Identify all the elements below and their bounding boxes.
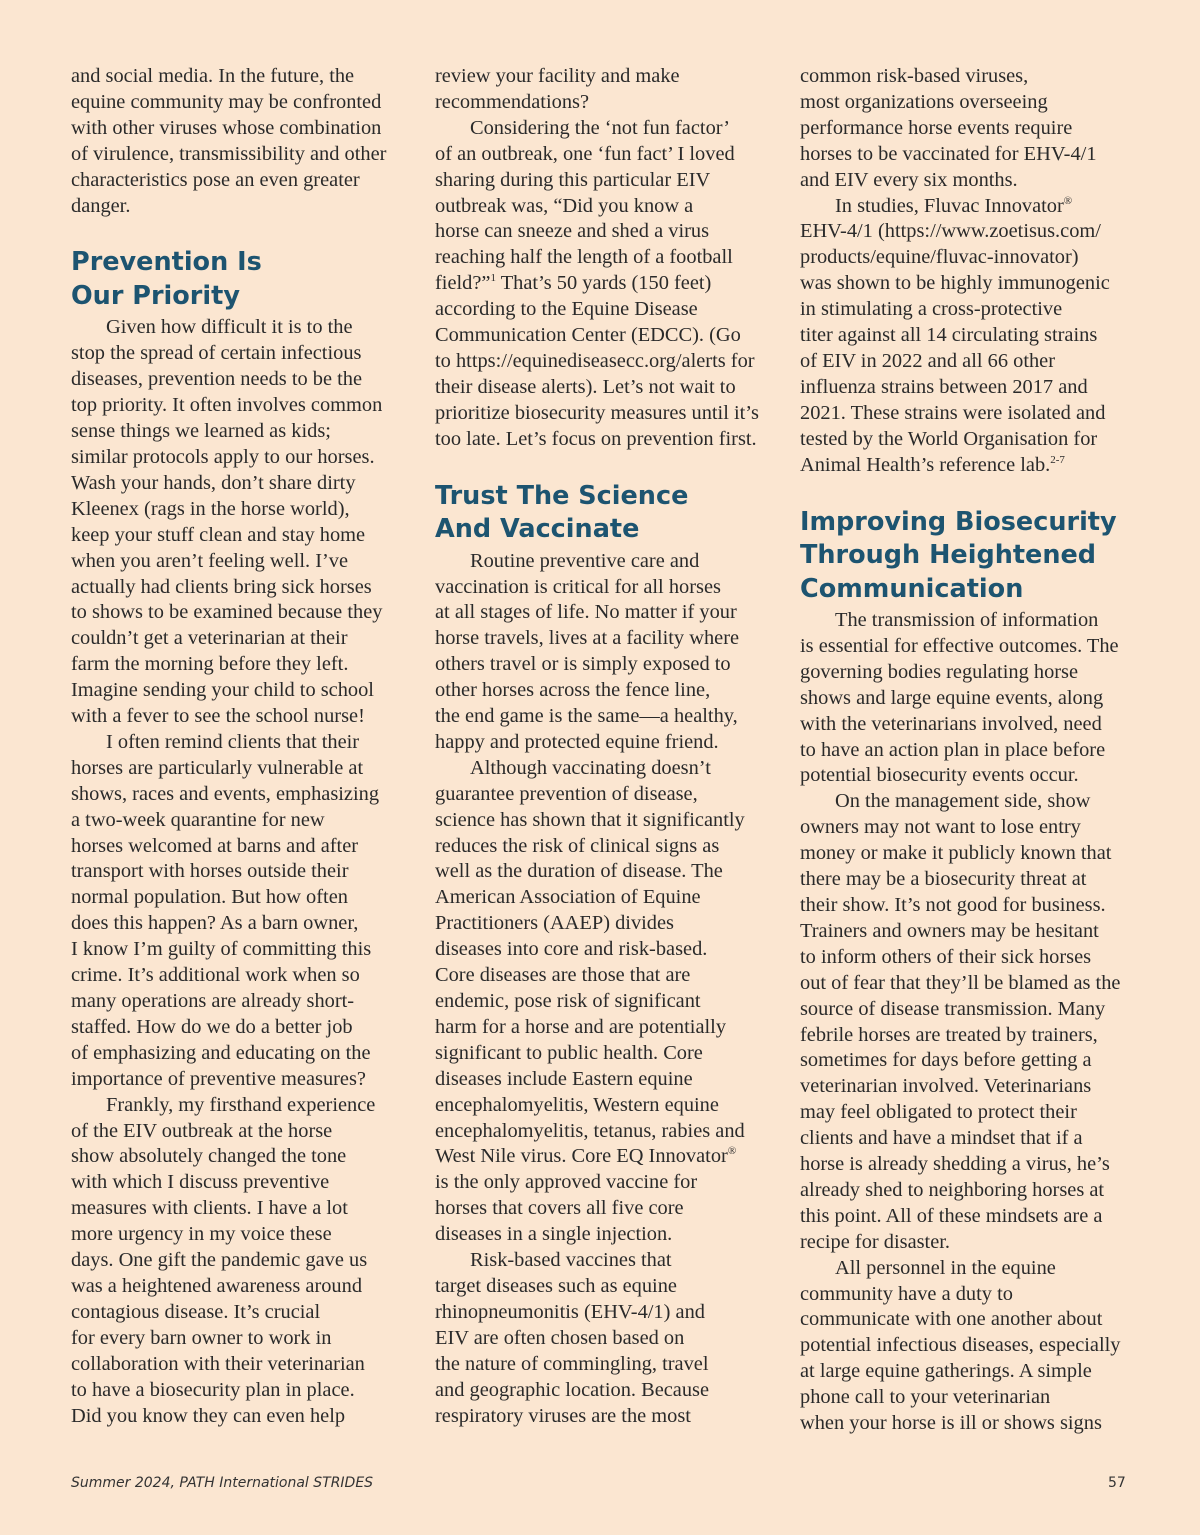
text-line: sense things we learned as kids; [71, 420, 331, 443]
text-line: community have a duty to [800, 1282, 1013, 1305]
text-line: and geographic location. Because [435, 1378, 710, 1401]
text-line: I know I’m guilty of committing this [71, 938, 372, 961]
text-line: to have an action plan in place before [800, 738, 1106, 761]
text-line: I often remind clients that their [106, 730, 360, 753]
text-line: horse travels, lives at a facility where [435, 627, 740, 650]
text-line: On the management side, show [835, 790, 1091, 813]
text-line: most organizations overseeing [800, 90, 1048, 113]
text-line: Communication Center (EDCC). (Go [435, 324, 741, 347]
registered-mark: ® [727, 1145, 737, 1158]
text-line: collaboration with their veterinarian [71, 1352, 365, 1375]
paragraph [800, 608, 1134, 789]
text-line: staffed. How do we do a better job [71, 1015, 353, 1038]
text-line: rhinopneumonitis (EHV-4/1) and [435, 1300, 705, 1323]
text-line: reduces the risk of clinical signs as [435, 834, 720, 857]
text-line: with the veterinarians involved, need [800, 712, 1102, 735]
text-line: febrile horses are treated by trainers, [800, 1023, 1098, 1046]
text-line: potential infectious diseases, especially [800, 1334, 1121, 1357]
text-line: danger. [71, 194, 131, 217]
text-line: similar protocols apply to our horses. [71, 445, 375, 468]
text-line: titer against all 14 circulating strains [800, 324, 1098, 347]
text-line: when you aren’t feeling well. I’ve [71, 549, 349, 572]
text-line: endemic, pose risk of significant [435, 990, 701, 1012]
text-line: horse can sneeze and shed a virus [435, 220, 710, 243]
text-line: encephalomyelitis, tetanus, rabies and [435, 1119, 745, 1142]
text-line: characteristics pose an even greater [71, 168, 360, 191]
text-line: phone call to your veterinarian [800, 1386, 1051, 1409]
text-line: with other viruses whose combination [71, 116, 382, 139]
text-line: recipe for disaster. [800, 1230, 951, 1253]
text-line: target diseases such as equine [435, 1274, 677, 1297]
section-heading-science [435, 480, 769, 547]
text-span: field?” [435, 272, 491, 295]
text-line: the nature of commingling, travel [435, 1352, 709, 1375]
paragraph [435, 1170, 769, 1248]
text-line: with which I discuss preventive [71, 1171, 330, 1194]
paragraph [800, 64, 1134, 194]
text-line: veterinarian involved. Veterinarians [800, 1075, 1092, 1098]
text-span: West Nile virus. Core EQ Innovator [435, 1145, 728, 1168]
text-span: That’s 50 yards (150 feet) [495, 272, 712, 295]
text-line: source of disease transmission. Many [800, 997, 1106, 1020]
paragraph [435, 64, 769, 116]
paragraph [800, 789, 1134, 1255]
article-column-3 [800, 64, 1134, 1437]
text-line: their disease alerts). Let’s not wait to [435, 375, 736, 398]
text-line: there may be a biosecurity threat at [800, 868, 1087, 891]
text-line: of virulence, transmissibility and other [71, 142, 387, 165]
text-line: this point. All of these mindsets are a [800, 1204, 1103, 1227]
text-line: was a heightened awareness around [71, 1274, 363, 1297]
text-line: contagious disease. It’s crucial [71, 1300, 321, 1323]
paragraph [435, 756, 769, 1145]
paragraph [800, 1256, 1134, 1437]
text-line: to have a biosecurity plan in place. [71, 1378, 355, 1401]
text-line: is the only approved vaccine for [435, 1171, 698, 1194]
text-line: horses to be vaccinated for EHV-4/1 [800, 142, 1097, 165]
text-line: farm the morning before they left. [71, 653, 349, 676]
paragraph [800, 219, 1134, 452]
footnote-ref: 1 [490, 272, 496, 285]
text-line: Improving Biosecurity [800, 506, 1117, 537]
text-line: well as the duration of disease. The [435, 860, 723, 883]
text-line: equine community may be confronted [71, 90, 382, 113]
text-line: measures with clients. I have a lot [71, 1197, 348, 1220]
text-line: horses are particularly vulnerable at [71, 756, 364, 779]
text-line: shows, races and events, emphasizing [71, 782, 380, 805]
text-line: outbreak was, “Did you know a [435, 194, 694, 217]
text-line: many operations are already short- [71, 990, 355, 1012]
text-line: governing bodies regulating horse [800, 660, 1079, 683]
text-line: too late. Let’s focus on prevention first. [435, 427, 757, 450]
text-span: Animal Health’s reference lab. [800, 453, 1051, 476]
text-span: In studies, Fluvac Innovator [835, 194, 1064, 217]
text-line: top priority. It often involves common [71, 394, 383, 417]
text-line: to shows to be examined because they [71, 601, 383, 624]
text-line: to inform others of their sick horses [800, 945, 1092, 968]
page-number: 57 [1108, 1475, 1126, 1491]
text-line: Our Priority [71, 280, 240, 311]
text-line: was shown to be highly immunogenic [800, 272, 1110, 295]
text-line: encephalomyelitis, Western equine [435, 1093, 719, 1116]
text-line [435, 271, 769, 297]
text-line: the end game is the same—a healthy, [435, 705, 738, 728]
text-line: is essential for effective outcomes. The [800, 634, 1119, 657]
paragraph [435, 297, 769, 452]
text-line: other horses across the fence line, [435, 679, 711, 702]
footer-issue: Summer 2024, PATH International STRIDES [71, 1475, 374, 1491]
text-line: transport with horses outside their [71, 860, 349, 883]
paragraph [71, 315, 405, 730]
text-line: EIV are often chosen based on [435, 1326, 685, 1349]
text-line: guarantee prevention of disease, [435, 782, 698, 805]
paragraph [435, 116, 769, 271]
text-line: may feel obligated to protect their [800, 1101, 1077, 1124]
text-line: of an outbreak, one ‘fun fact’ I loved [435, 142, 735, 165]
text-line: Routine preventive care and [470, 549, 700, 572]
article-column-2 [435, 64, 769, 1429]
text-line: for every barn owner to work in [71, 1326, 332, 1349]
text-line: at large equine gatherings. A simple [800, 1360, 1092, 1383]
text-line: Risk-based vaccines that [470, 1249, 672, 1272]
text-line: potential biosecurity events occur. [800, 764, 1079, 787]
text-line: performance horse events require [800, 116, 1073, 139]
text-line: couldn’t get a veterinarian at their [71, 627, 348, 650]
text-line: Core diseases are those that are [435, 964, 691, 987]
text-line: communicate with one another about [800, 1308, 1103, 1331]
text-line: The transmission of information [835, 609, 1099, 631]
text-line: Frankly, my firsthand experience [106, 1093, 376, 1116]
text-line: keep your stuff clean and stay home [71, 523, 366, 546]
section-heading-prevention [71, 246, 405, 313]
text-line: their show. It’s not good for business. [800, 893, 1106, 916]
text-line: others travel or is simply exposed to [435, 653, 731, 676]
text-line: American Association of Equine [435, 886, 701, 909]
text-line: Through Heightened [800, 540, 1097, 570]
text-line: more urgency in my voice these [71, 1223, 332, 1246]
text-line: horses welcomed at barns and after [71, 834, 359, 857]
text-line: show absolutely changed the tone [71, 1145, 347, 1168]
text-line: Wash your hands, don’t share dirty [71, 471, 356, 494]
text-line: 2021. These strains were isolated and [800, 401, 1106, 424]
text-line: influenza strains between 2017 and [800, 375, 1088, 398]
text-line: stop the spread of certain infectious [71, 342, 362, 365]
text-line: clients and have a mindset that if a [800, 1127, 1083, 1150]
text-line: Imagine sending your child to school [71, 679, 374, 702]
text-line: does this happen? As a barn owner, [71, 912, 359, 935]
text-line: prioritize biosecurity measures until it’s [435, 401, 759, 424]
text-line: already shed to neighboring horses at [800, 1178, 1105, 1201]
text-line: importance of preventive measures? [71, 1067, 366, 1090]
text-line: horses that covers all five core [435, 1197, 684, 1220]
text-line: All personnel in the equine [835, 1256, 1056, 1279]
text-line: owners may not want to lose entry [800, 816, 1081, 839]
text-line: at all stages of life. No matter if your [435, 601, 737, 624]
article-column-1 [71, 64, 405, 1429]
text-line: Considering the ‘not fun factor’ [470, 116, 731, 139]
text-line [435, 1144, 769, 1170]
text-line: recommendations? [435, 90, 590, 113]
text-line: when your horse is ill or shows signs [800, 1412, 1102, 1435]
text-line: products/equine/fluvac-innovator) [800, 246, 1079, 269]
text-line: money or make it publicly known that [800, 842, 1112, 865]
text-line: harm for a horse and are potentially [435, 1015, 727, 1038]
text-line: Communication [800, 573, 1024, 604]
text-line: horse is already shedding a virus, he’s [800, 1153, 1110, 1176]
text-line: Practitioners (AAEP) divides [435, 912, 674, 935]
text-line: happy and protected equine friend. [435, 730, 719, 753]
text-line: common risk-based viruses, [800, 65, 1029, 87]
text-line: diseases include Eastern equine [435, 1067, 693, 1090]
text-line: in stimulating a cross-protective [800, 298, 1063, 321]
paragraph [435, 549, 769, 756]
text-line: Trust The Science [435, 480, 689, 511]
paragraph [71, 1093, 405, 1430]
text-line: and social media. In the future, the [71, 65, 355, 87]
text-line: diseases in a single injection. [435, 1223, 673, 1246]
text-line: Kleenex (rags in the horse world), [71, 497, 350, 520]
text-line: shows and large equine events, along [800, 686, 1104, 709]
text-line: to https://equinediseasecc.org/alerts for [435, 349, 755, 372]
text-line: sharing during this particular EIV [435, 168, 711, 191]
paragraph [435, 1248, 769, 1429]
text-line: review your facility and make [435, 65, 680, 87]
text-line: Did you know they can even help [71, 1404, 346, 1427]
text-line: according to the Equine Disease [435, 298, 698, 321]
text-line: sometimes for days before getting a [800, 1049, 1092, 1072]
text-line: normal population. But how often [71, 886, 348, 909]
text-line: actually had clients bring sick horses [71, 575, 372, 598]
text-line: of EIV in 2022 and all 66 other [800, 349, 1056, 372]
text-line: tested by the World Organisation for [800, 427, 1098, 450]
text-line: diseases into core and risk-based. [435, 938, 708, 961]
text-line: science has shown that it significantly [435, 808, 745, 831]
text-line: significant to public health. Core [435, 1041, 703, 1064]
text-line: and EIV every six months. [800, 168, 1018, 191]
text-line: Given how difficult it is to the [106, 316, 353, 339]
text-line: respiratory viruses are the most [435, 1404, 691, 1427]
text-line: with a fever to see the school nurse! [71, 705, 365, 728]
text-line [800, 194, 1134, 220]
text-line: out of fear that they’ll be blamed as the [800, 971, 1121, 994]
text-line: crime. It’s additional work when so [71, 964, 360, 987]
text-line [800, 453, 1134, 479]
text-line: of emphasizing and educating on the [71, 1041, 371, 1064]
text-line: of the EIV outbreak at the horse [71, 1119, 333, 1142]
registered-mark: ® [1063, 194, 1073, 207]
text-line: diseases, prevention needs to be the [71, 368, 363, 391]
paragraph [71, 730, 405, 1093]
section-heading-biosecurity [800, 506, 1134, 607]
text-line: vaccination is critical for all horses [435, 575, 721, 598]
footnote-ref: 2-7 [1050, 453, 1065, 466]
text-line: reaching half the length of a football [435, 246, 733, 269]
text-line: Although vaccinating doesn’t [470, 756, 711, 779]
text-line: a two-week quarantine for new [71, 808, 325, 831]
text-line: EHV-4/1 (https://www.zoetisus.com/ [800, 220, 1101, 243]
text-line: Trainers and owners may be hesitant [800, 919, 1099, 942]
text-line: And Vaccinate [435, 514, 640, 545]
text-line: Prevention Is [71, 247, 262, 278]
paragraph [71, 64, 405, 219]
text-line: days. One gift the pandemic gave us [71, 1249, 368, 1272]
